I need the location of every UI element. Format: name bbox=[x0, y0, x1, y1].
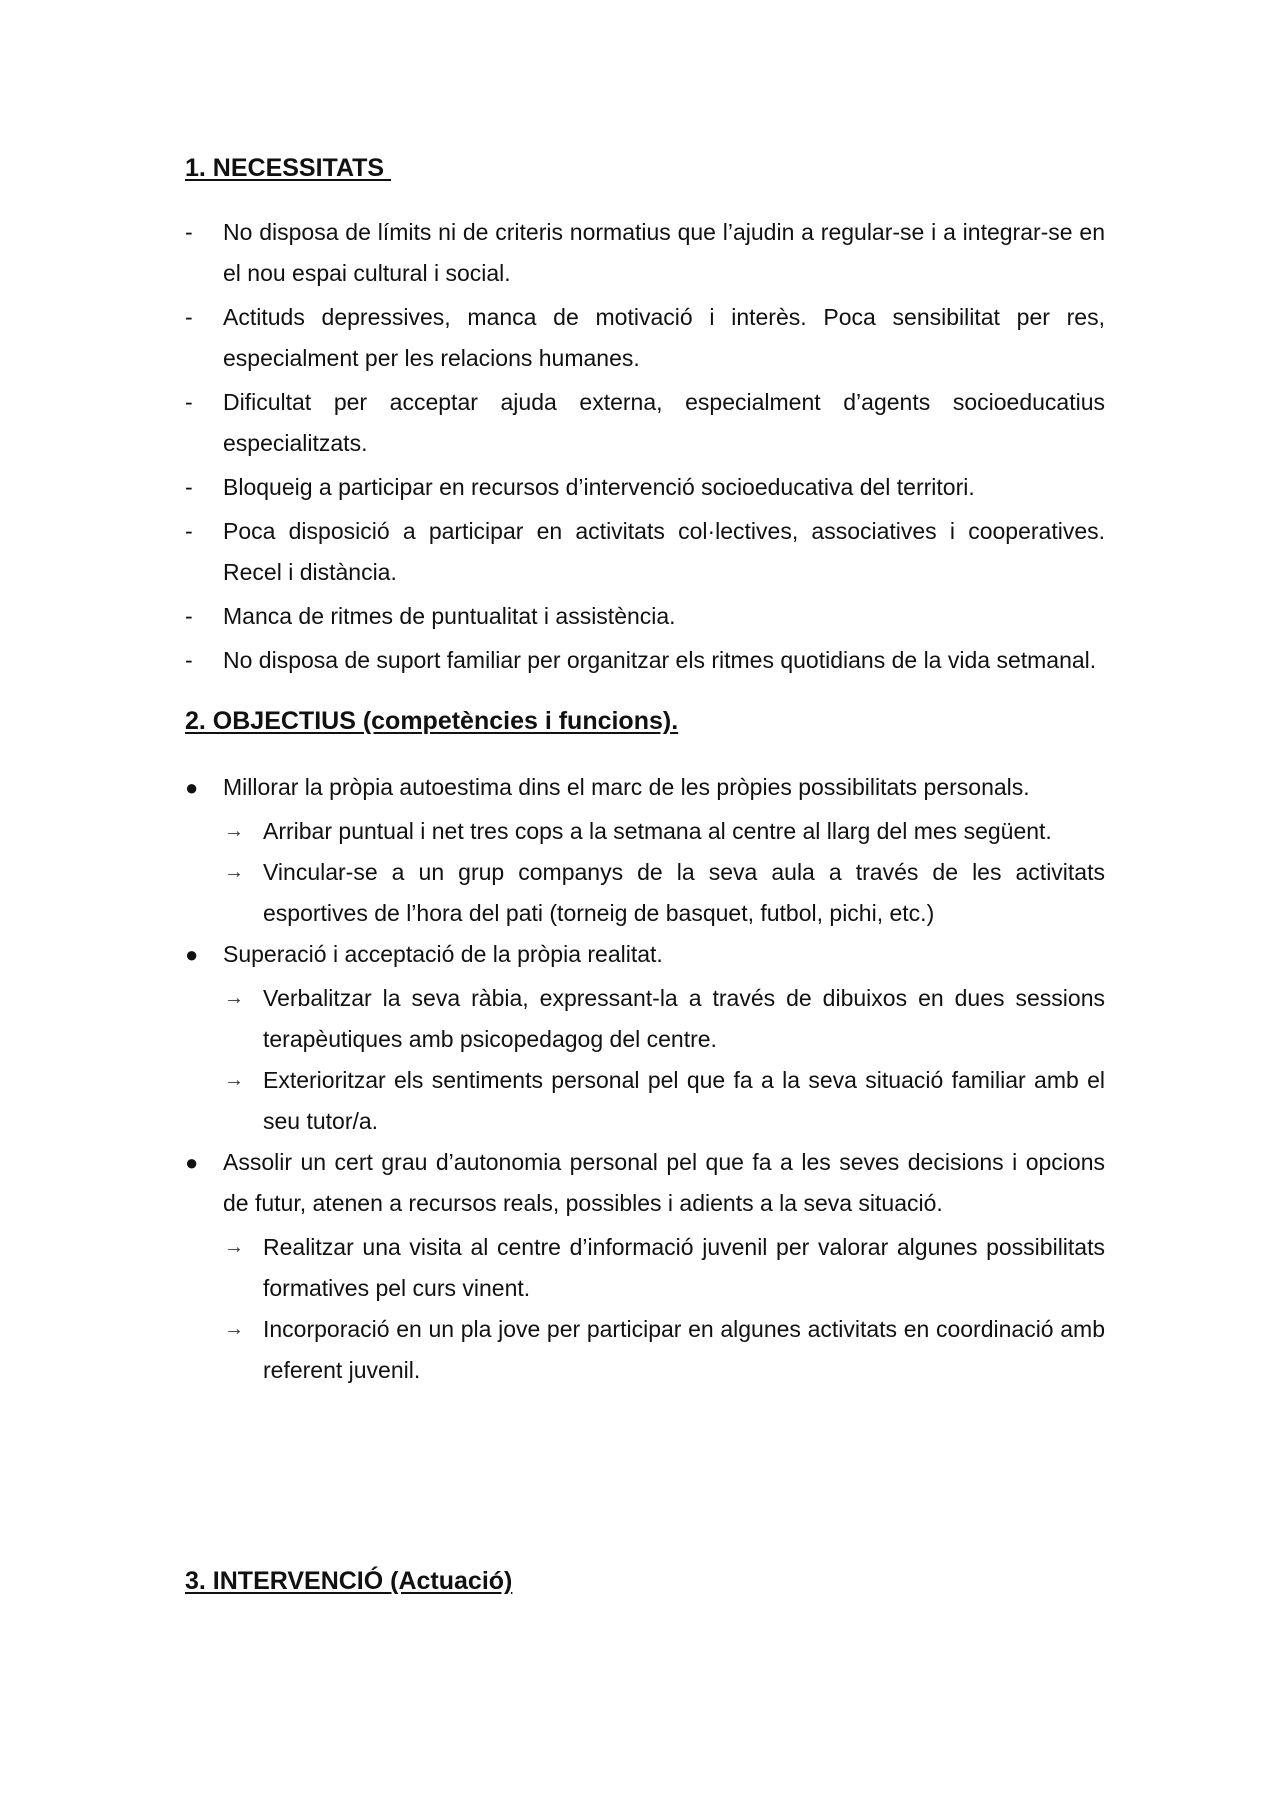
sub-item-text: Realitzar una visita al centre d’informació juvenil per valorar algunes possibilitats formatives pel curs vinent. bbox=[263, 1234, 1105, 1301]
section-heading-intervencio: 3. INTERVENCIÓ (Actuació) bbox=[185, 1567, 513, 1595]
list-item-text: No disposa de suport familiar per organitzar els ritmes quotidians de la vida setmanal. bbox=[223, 647, 1097, 673]
sub-item-text: Verbalitzar la seva ràbia, expressant-la a través de dibuixos en dues sessions terapèutiques amb psicopedagog del centre. bbox=[263, 985, 1105, 1052]
bullet-icon: ● bbox=[185, 775, 199, 800]
list-item bbox=[185, 467, 1105, 508]
dash-marker: - bbox=[185, 304, 193, 330]
sub-item bbox=[185, 811, 1105, 852]
list-item-text: Manca de ritmes de puntualitat i assistència. bbox=[223, 603, 676, 629]
dash-marker: - bbox=[185, 219, 193, 245]
arrow-right-icon: → bbox=[224, 1236, 244, 1258]
arrow-right-icon: → bbox=[224, 820, 244, 842]
dash-marker: - bbox=[185, 647, 193, 673]
list-item bbox=[185, 640, 1105, 681]
list-item-text: Dificultat per acceptar ajuda externa, especialment d’agents socioeducatius especialitzats. bbox=[223, 389, 1105, 456]
objective-sub-list bbox=[185, 811, 1105, 934]
sub-item-text: Incorporació en un pla jove per participar en algunes activitats en coordinació amb referent juvenil. bbox=[263, 1316, 1105, 1383]
document-page bbox=[185, 150, 1105, 1599]
objective-text: Superació i acceptació de la pròpia realitat. bbox=[223, 941, 663, 967]
list-item-text: Bloqueig a participar en recursos d’intervenció socioeducativa del territori. bbox=[223, 474, 975, 500]
list-item bbox=[185, 596, 1105, 637]
list-item-text: Actituds depressives, manca de motivació i interès. Poca sensibilitat per res, especialment per les relacions humanes. bbox=[223, 304, 1105, 371]
arrow-right-icon: → bbox=[224, 1318, 244, 1340]
dash-marker: - bbox=[185, 474, 193, 500]
list-item bbox=[185, 297, 1105, 379]
objectius-list bbox=[185, 767, 1105, 1391]
objective-sub-list bbox=[185, 978, 1105, 1142]
objective-item bbox=[185, 1142, 1105, 1224]
sub-item bbox=[185, 1309, 1105, 1391]
objective-sub-list bbox=[185, 1227, 1105, 1391]
necessitats-list bbox=[185, 212, 1105, 681]
dash-marker: - bbox=[185, 518, 193, 544]
list-item bbox=[185, 511, 1105, 593]
objective-item bbox=[185, 767, 1105, 808]
bullet-icon: ● bbox=[185, 942, 199, 967]
dash-marker: - bbox=[185, 389, 193, 415]
arrow-right-icon: → bbox=[224, 861, 244, 883]
list-item bbox=[185, 382, 1105, 464]
list-item bbox=[185, 212, 1105, 294]
bullet-icon: ● bbox=[185, 1150, 199, 1175]
arrow-right-icon: → bbox=[224, 1069, 244, 1091]
section-heading-necessitats: 1. NECESSITATS bbox=[185, 154, 392, 182]
sub-item bbox=[185, 978, 1105, 1060]
arrow-right-icon: → bbox=[224, 987, 244, 1009]
objective-text: Assolir un cert grau d’autonomia personal pel que fa a les seves decisions i opcions de futur, atenen a recursos reals, possibles i adients a la seva situació. bbox=[223, 1149, 1105, 1216]
sub-item-text: Exterioritzar els sentiments personal pel que fa a la seva situació familiar amb el seu tutor/a. bbox=[263, 1067, 1105, 1134]
objective-text: Millorar la pròpia autoestima dins el marc de les pròpies possibilitats personals. bbox=[223, 774, 1030, 800]
sub-item-text: Vincular-se a un grup companys de la seva aula a través de les activitats esportives de l’hora del pati (torneig de basquet, futbol, pichi, etc.) bbox=[263, 859, 1105, 926]
sub-item bbox=[185, 1060, 1105, 1142]
sub-item-text: Arribar puntual i net tres cops a la setmana al centre al llarg del mes següent. bbox=[263, 818, 1052, 844]
section-heading-objectius: 2. OBJECTIUS (competències i funcions). bbox=[185, 707, 679, 735]
list-item-text: Poca disposició a participar en activitats col·lectives, associatives i cooperatives. Recel i distància. bbox=[223, 518, 1105, 585]
sub-item bbox=[185, 852, 1105, 934]
objective-item bbox=[185, 934, 1105, 975]
sub-item bbox=[185, 1227, 1105, 1309]
dash-marker: - bbox=[185, 603, 193, 629]
list-item-text: No disposa de límits ni de criteris normatius que l’ajudin a regular-se i a integrar-se en el nou espai cultural i social. bbox=[223, 219, 1105, 286]
